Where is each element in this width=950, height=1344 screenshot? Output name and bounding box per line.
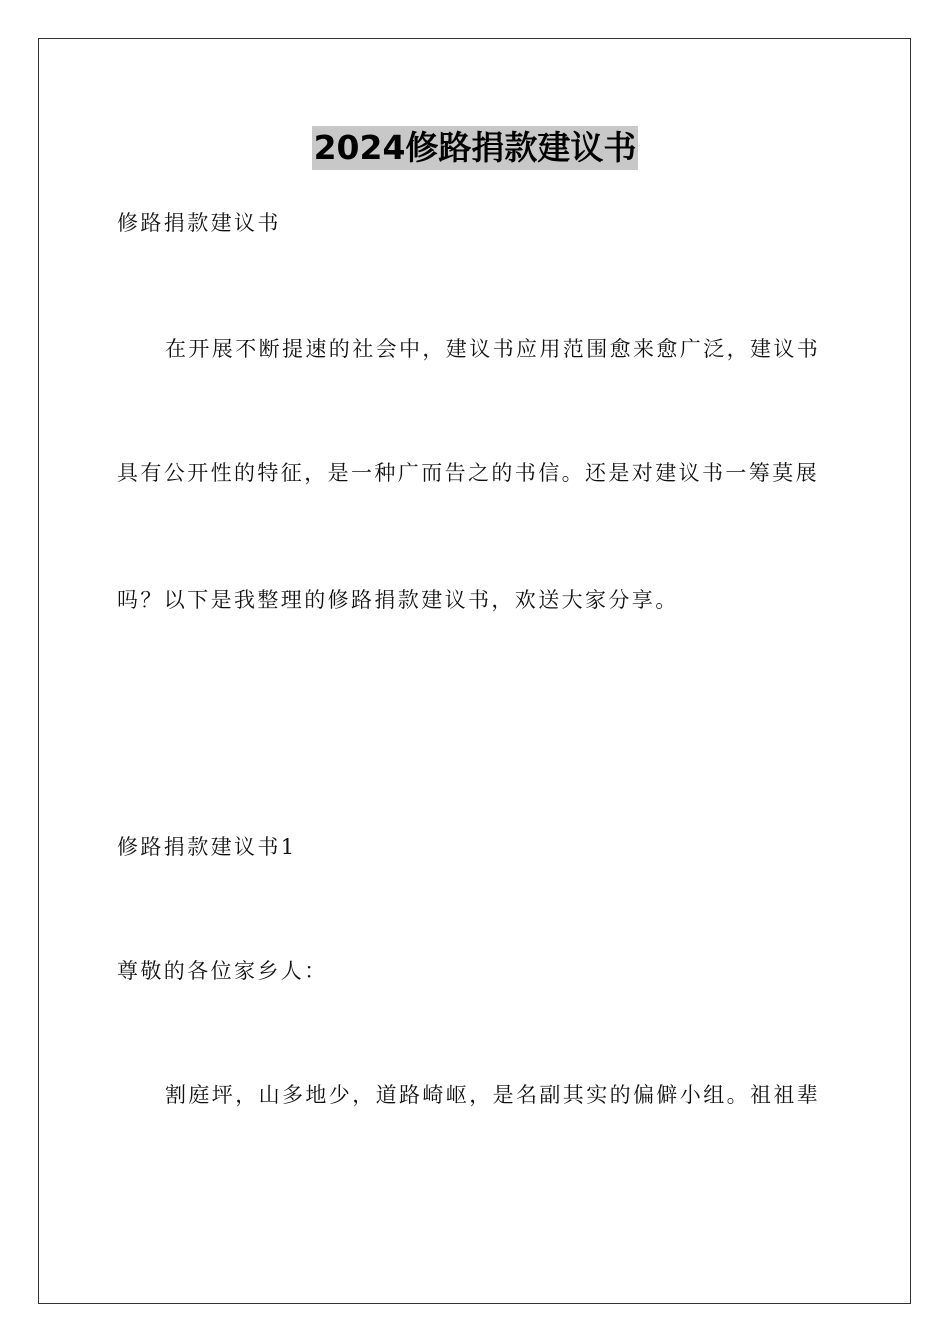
subtitle-line: 修路捐款建议书 xyxy=(117,211,281,235)
intro-paragraph-line-2: 具有公开性的特征，是一种广而告之的书信。还是对建议书一筹莫展 xyxy=(117,461,819,485)
intro-paragraph-line-1: 在开展不断提速的社会中，建议书应用范围愈来愈广泛，建议书 xyxy=(165,337,821,361)
salutation: 尊敬的各位家乡人： xyxy=(117,959,328,983)
body-paragraph-line-1: 割庭坪，山多地少，道路崎岖，是名副其实的偏僻小组。祖祖辈 xyxy=(165,1083,821,1107)
title-container xyxy=(0,126,950,170)
intro-paragraph-line-3: 吗？以下是我整理的修路捐款建议书，欢送大家分享。 xyxy=(117,588,679,612)
document-title: 2024修路捐款建议书 xyxy=(312,126,639,170)
section-heading: 修路捐款建议书1 xyxy=(117,835,297,859)
